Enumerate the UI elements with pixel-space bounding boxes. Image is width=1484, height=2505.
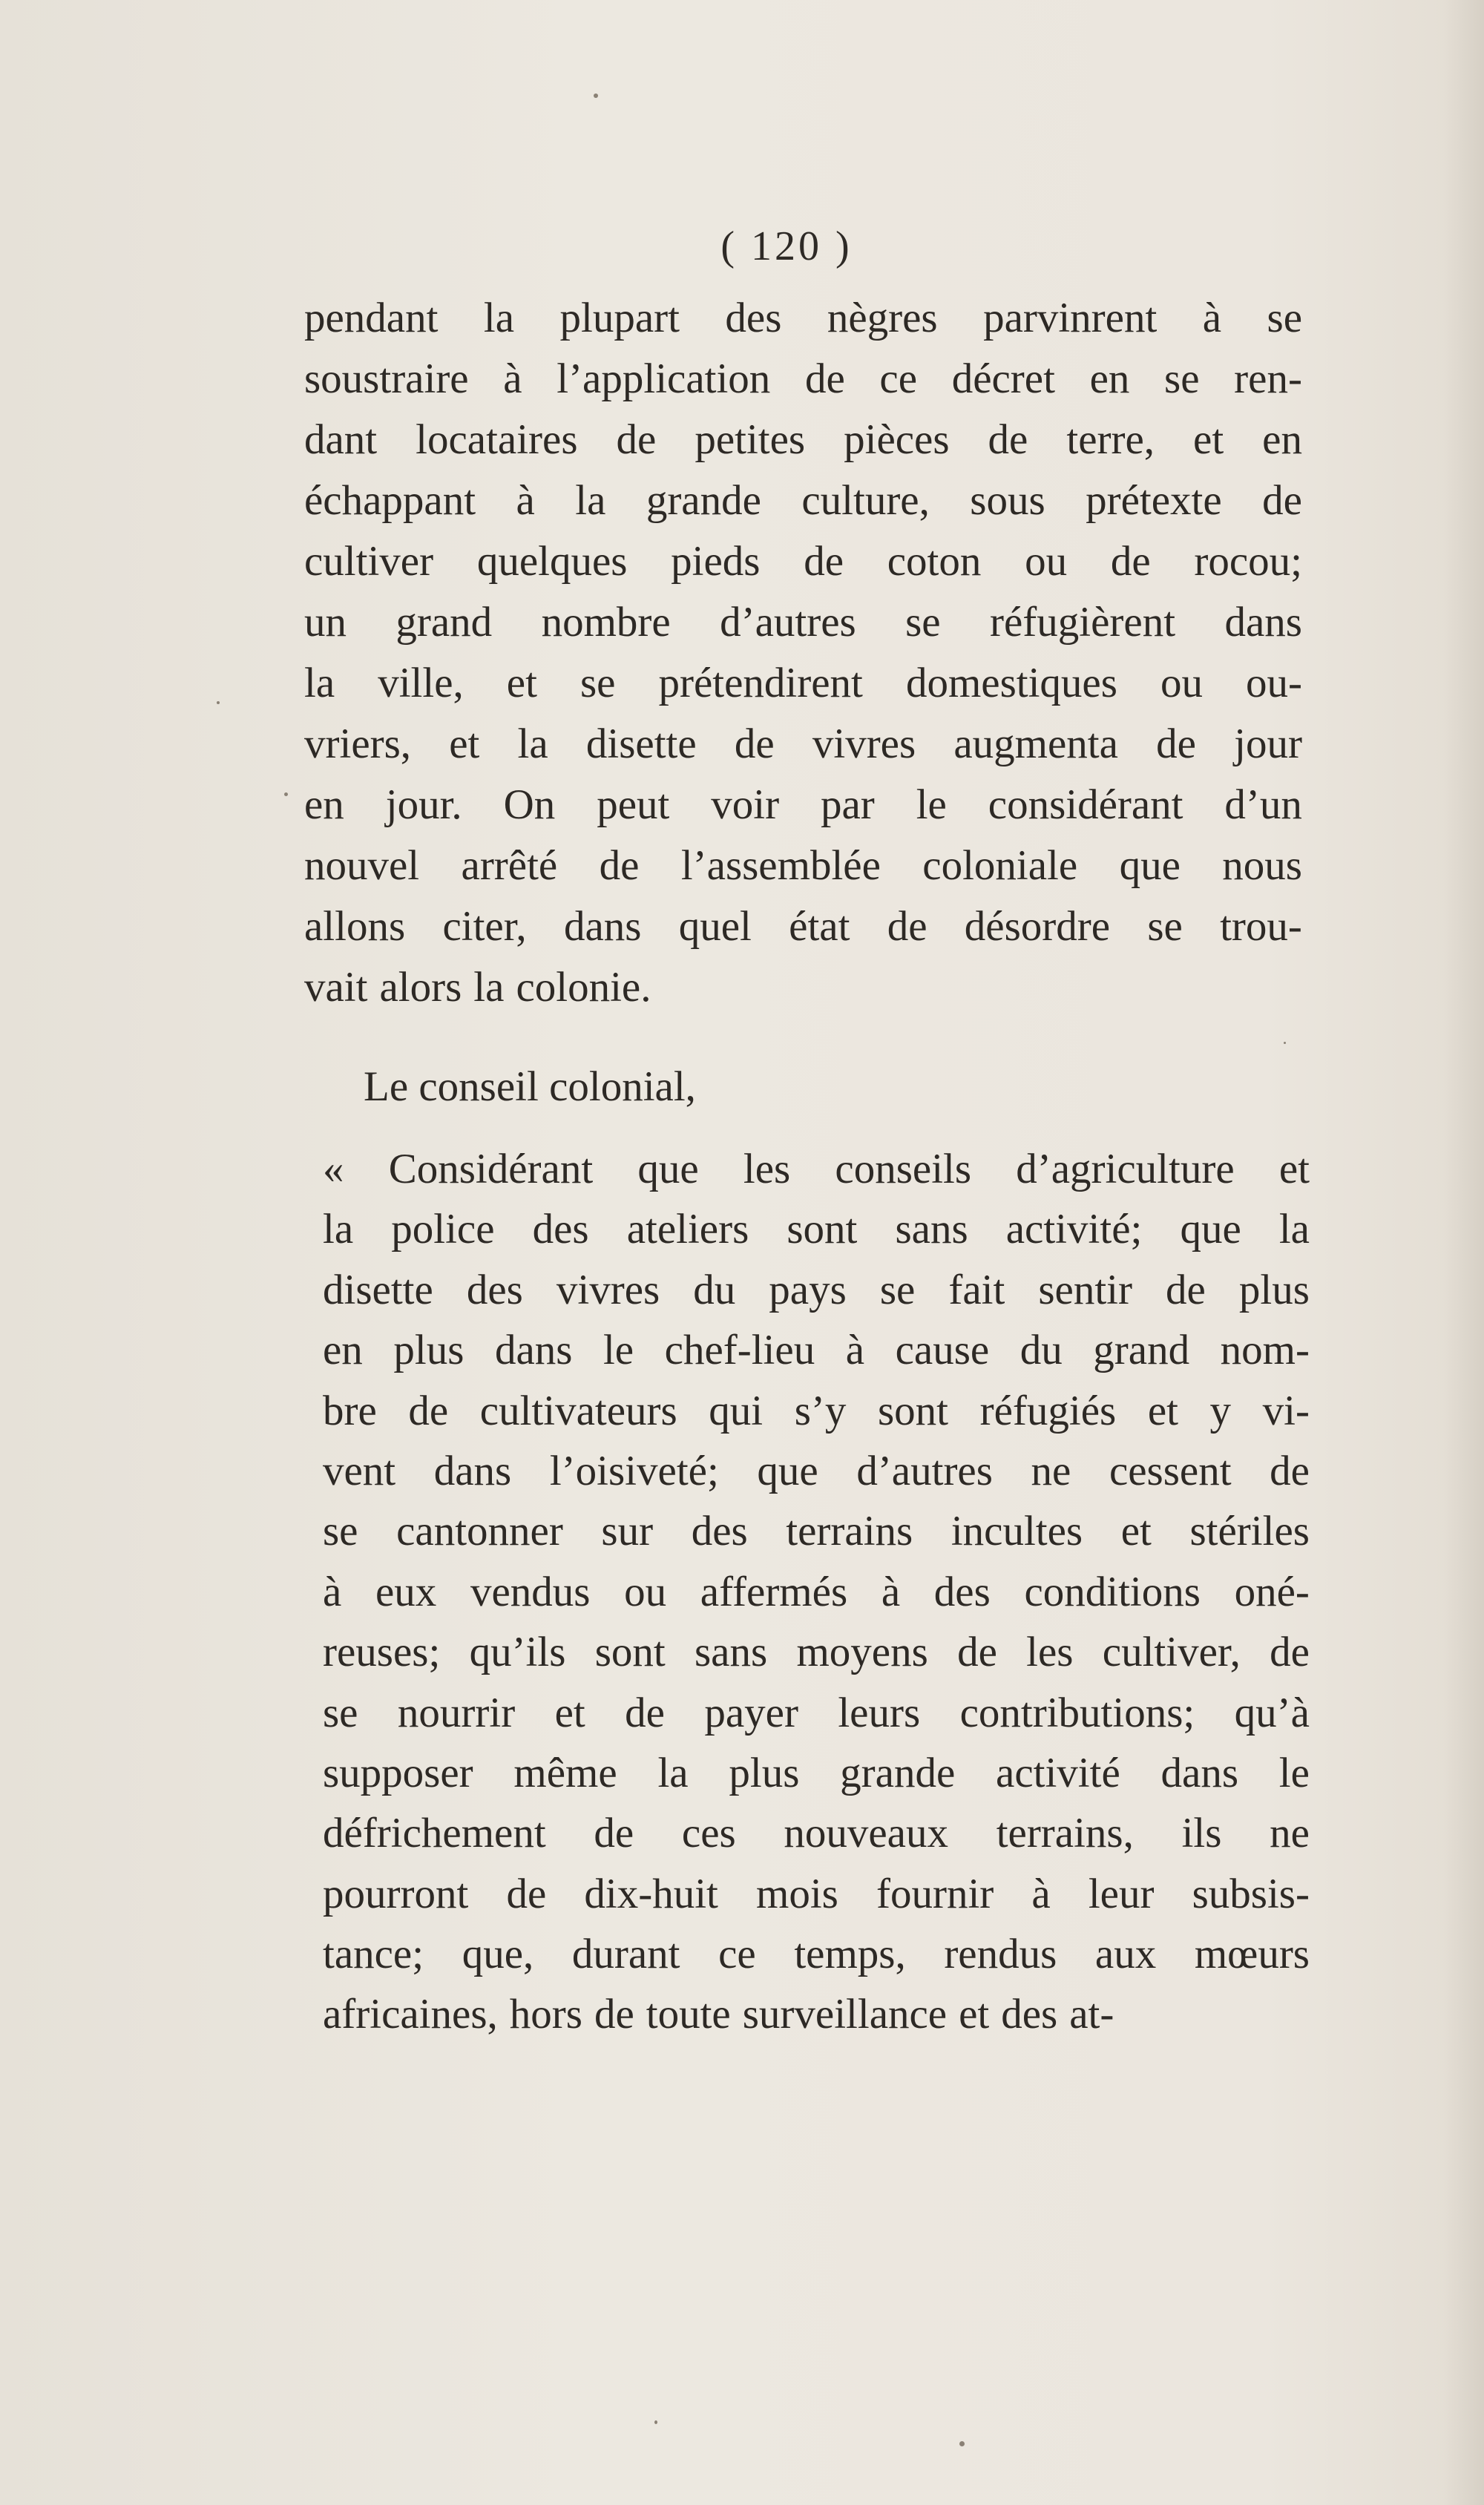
word: pieds (671, 538, 761, 585)
word: police (391, 1206, 495, 1253)
text-line (304, 714, 1302, 775)
word: subsis- (1192, 1870, 1310, 1917)
word: des (532, 1206, 589, 1253)
word: plus (393, 1327, 464, 1374)
word: locataires (416, 416, 578, 463)
word: chef-lieu (664, 1327, 815, 1374)
text-line (304, 288, 1302, 349)
text-line (304, 410, 1302, 470)
word: de (1270, 1447, 1310, 1494)
word: vivres (812, 720, 916, 767)
word: grand (1093, 1327, 1190, 1374)
word: fait (948, 1266, 1005, 1313)
word: le (1278, 1749, 1310, 1796)
word: ce (718, 1931, 756, 1978)
word: ne (1270, 1810, 1310, 1857)
paper-speck (284, 792, 288, 796)
word: cause (895, 1327, 990, 1374)
word: considérant (988, 781, 1183, 828)
word: le (603, 1327, 634, 1374)
text-line (323, 1562, 1310, 1622)
word: dans (494, 1327, 573, 1374)
word: à (845, 1327, 865, 1374)
word: nom- (1220, 1327, 1310, 1374)
word: la (517, 720, 548, 767)
word: ils (1181, 1810, 1222, 1857)
word: dans (563, 903, 642, 950)
text-line (323, 1683, 1310, 1743)
word: la (483, 295, 515, 341)
word: pays (769, 1266, 847, 1313)
word: prétexte (1086, 477, 1222, 524)
word: vi- (1262, 1387, 1310, 1434)
word: activité (996, 1749, 1120, 1796)
word: de (804, 538, 844, 585)
word: de (957, 1629, 997, 1676)
word: trou- (1220, 903, 1302, 950)
paper-speck (594, 93, 598, 98)
word: reuses; (323, 1629, 441, 1676)
page-number: ( 120 ) (720, 223, 853, 269)
word: vivres (556, 1266, 660, 1313)
word: désordre (964, 903, 1111, 950)
word: jour (1234, 720, 1302, 767)
text-line (323, 1260, 1310, 1320)
word: aux (1094, 1931, 1157, 1978)
word: la (473, 964, 505, 1011)
word: toute (646, 1991, 731, 2038)
word: incultes (951, 1508, 1083, 1555)
text-line (323, 1622, 1310, 1682)
word: quel (678, 903, 752, 950)
word: de (625, 1689, 665, 1736)
word: état (789, 903, 850, 950)
word: voir (711, 781, 780, 828)
paragraph-1 (304, 288, 1302, 1018)
word: qu’ils (469, 1629, 566, 1676)
word: surveillance (742, 1991, 948, 2038)
word: moyens (796, 1629, 928, 1676)
word: des (1001, 1991, 1058, 2038)
word: grand (395, 599, 493, 646)
word: prétendirent (658, 660, 863, 706)
word: la (575, 477, 606, 524)
word: vriers, (304, 720, 412, 767)
word: même (513, 1749, 617, 1796)
word: ou (1160, 660, 1203, 706)
text-line (304, 775, 1302, 835)
word: temps, (794, 1931, 906, 1978)
text-line (323, 1924, 1310, 1984)
word: conseils (835, 1146, 972, 1192)
text-line (323, 1139, 1310, 1199)
word: ville, (378, 660, 464, 706)
paragraph-3 (323, 1139, 1310, 2045)
word: des (466, 1266, 523, 1313)
word: échappant (304, 477, 476, 524)
word: plus (1238, 1266, 1310, 1313)
word: se (1147, 903, 1183, 950)
word: mois (756, 1870, 838, 1917)
word: de (594, 1991, 634, 2038)
word: sans (895, 1206, 968, 1253)
word: cantonner (396, 1508, 563, 1555)
word: se (1267, 295, 1302, 341)
word: nègres (827, 295, 938, 341)
word: grande (840, 1749, 956, 1796)
text-line (323, 1984, 1310, 2044)
word: décret (951, 355, 1055, 402)
word: arrêté (461, 842, 558, 889)
word: ou- (1246, 660, 1302, 706)
word: d’autres (856, 1447, 993, 1494)
word: que, (462, 1931, 534, 1978)
word: colonie. (516, 964, 651, 1011)
word: d’agriculture (1016, 1146, 1235, 1192)
word: culture, (801, 477, 930, 524)
word: oné- (1234, 1568, 1310, 1615)
word: et (1120, 1508, 1152, 1555)
word: dans (433, 1447, 512, 1494)
word: des (933, 1568, 991, 1615)
word: de (616, 416, 657, 463)
word: pourront (323, 1870, 469, 1917)
word: l’oisiveté; (549, 1447, 719, 1494)
word: réfugièrent (990, 599, 1176, 646)
word: dix-huit (584, 1870, 718, 1917)
word: réfugiés (979, 1387, 1117, 1434)
text-line (323, 1501, 1310, 1561)
word: Considérant (388, 1146, 594, 1192)
word: ce (879, 355, 918, 402)
word: rendus (944, 1931, 1057, 1978)
text-line (304, 835, 1302, 896)
text-line (323, 1864, 1310, 1924)
word: que (757, 1447, 818, 1494)
word: le (916, 781, 947, 828)
word: disette (585, 720, 697, 767)
word: at- (1069, 1991, 1114, 2038)
word: petites (695, 416, 806, 463)
word: de (594, 1810, 634, 1857)
word: de (1110, 538, 1151, 585)
word: se (1164, 355, 1200, 402)
word: mœurs (1194, 1931, 1310, 1978)
word: l’application (556, 355, 771, 402)
word: citer, (442, 903, 527, 950)
word: à (516, 477, 535, 524)
text-line (323, 1199, 1310, 1259)
word: conditions (1024, 1568, 1201, 1615)
word: la (304, 660, 335, 706)
word: nourrir (397, 1689, 516, 1736)
text-line (304, 653, 1302, 714)
word: se (905, 599, 941, 646)
word: et (506, 660, 537, 706)
word: d’un (1224, 781, 1302, 828)
paragraph-2-text: Le conseil colonial, (364, 1063, 696, 1110)
word: cultiver (304, 538, 434, 585)
word: parvinrent (983, 295, 1158, 341)
word: grande (646, 477, 761, 524)
word: se (879, 1266, 916, 1313)
word: sont (878, 1387, 949, 1434)
word: se (580, 660, 616, 706)
word: stériles (1189, 1508, 1310, 1555)
word: fournir (876, 1870, 994, 1917)
word: de (804, 355, 845, 402)
word: payer (704, 1689, 798, 1736)
word: alors (379, 964, 462, 1011)
word: en (304, 781, 344, 828)
word: que (1180, 1206, 1241, 1253)
word: « (323, 1146, 344, 1192)
word: cultivateurs (479, 1387, 677, 1434)
word: la (657, 1749, 689, 1796)
paper-speck (654, 2420, 657, 2424)
paper-speck (217, 701, 220, 704)
word: la (323, 1206, 354, 1253)
word: domestiques (905, 660, 1117, 706)
word: et (1193, 416, 1224, 463)
text-line (304, 531, 1302, 592)
word: sur (601, 1508, 654, 1555)
word: vent (323, 1447, 396, 1494)
word: terrains (786, 1508, 913, 1555)
word: sous (970, 477, 1045, 524)
word: vendus (470, 1568, 591, 1615)
word: pendant (304, 295, 439, 341)
text-line (304, 957, 1302, 1018)
word: nouveaux (784, 1810, 948, 1857)
word: de (1270, 1629, 1310, 1676)
word: terre, (1066, 416, 1155, 463)
word: ne (1031, 1447, 1071, 1494)
word: dans (1224, 599, 1302, 646)
word: de (408, 1387, 449, 1434)
paper-speck (1284, 1042, 1286, 1044)
word: contributions; (959, 1689, 1195, 1736)
word: un (304, 599, 347, 646)
word: dant (304, 416, 378, 463)
word: coloniale (922, 842, 1078, 889)
word: ces (681, 1810, 736, 1857)
word: que (1119, 842, 1181, 889)
text-line (304, 592, 1302, 653)
word: dans (1160, 1749, 1239, 1796)
text-line (304, 349, 1302, 410)
word: bre (323, 1387, 377, 1434)
word: et (1147, 1387, 1178, 1434)
word: tance; (323, 1931, 424, 1978)
word: s’y (794, 1387, 847, 1434)
word: sont (594, 1629, 666, 1676)
text-line (323, 1381, 1310, 1441)
word: et (449, 720, 480, 767)
word: des (725, 295, 782, 341)
word: allons (304, 903, 406, 950)
word: de (734, 720, 775, 767)
word: l’assemblée (680, 842, 881, 889)
word: activité; (1005, 1206, 1143, 1253)
word: qu’à (1234, 1689, 1310, 1736)
text-line (364, 1057, 1302, 1117)
word: africaines, (323, 1991, 498, 2038)
word: rocou; (1194, 538, 1302, 585)
word: ateliers (626, 1206, 749, 1253)
word: hors (509, 1991, 582, 2038)
word: à (323, 1568, 342, 1615)
word: et (554, 1689, 585, 1736)
text-line (323, 1441, 1310, 1501)
word: coton (887, 538, 982, 585)
word: soustraire (304, 355, 469, 402)
word: nouvel (304, 842, 420, 889)
word: terrains, (996, 1810, 1134, 1857)
word: affermés (700, 1568, 848, 1615)
word: de (988, 416, 1028, 463)
word: disette (323, 1266, 433, 1313)
word: leurs (838, 1689, 921, 1736)
word: à (881, 1568, 901, 1615)
word: cultiver, (1102, 1629, 1241, 1676)
word: défrichement (323, 1810, 546, 1857)
word: de (1156, 720, 1196, 767)
word: en (1262, 416, 1302, 463)
word: ou (1025, 538, 1068, 585)
word: quelques (476, 538, 628, 585)
text-line (323, 1320, 1310, 1380)
word: supposer (323, 1749, 473, 1796)
word: que (637, 1146, 699, 1192)
word: qui (709, 1387, 764, 1434)
word: sans (695, 1629, 768, 1676)
word: sont (787, 1206, 858, 1253)
word: les (1026, 1629, 1074, 1676)
word: durant (571, 1931, 680, 1978)
text-line (323, 1743, 1310, 1803)
paragraph-2 (364, 1057, 1302, 1117)
text-line (323, 1803, 1310, 1863)
word: leur (1088, 1870, 1155, 1917)
word: la (1278, 1206, 1310, 1253)
word: par (821, 781, 875, 828)
word: et (1278, 1146, 1310, 1192)
word: de (887, 903, 928, 950)
word: plupart (559, 295, 680, 341)
word: sentir (1038, 1266, 1132, 1313)
word: ren- (1234, 355, 1302, 402)
word: se (323, 1689, 358, 1736)
word: en (323, 1327, 363, 1374)
word: On (503, 781, 556, 828)
word: à (503, 355, 522, 402)
word: se (323, 1508, 358, 1555)
word: de (1262, 477, 1302, 524)
word: de (506, 1870, 547, 1917)
text-line (304, 470, 1302, 531)
word: nombre (541, 599, 671, 646)
word: du (1020, 1327, 1063, 1374)
word: jour. (385, 781, 462, 828)
word: augmenta (953, 720, 1118, 767)
word: du (693, 1266, 736, 1313)
word: plus (729, 1749, 800, 1796)
paper-speck (959, 2441, 965, 2446)
page-edge-shadow (1443, 0, 1484, 2505)
word: les (743, 1146, 791, 1192)
word: des (691, 1508, 748, 1555)
word: à (1202, 295, 1222, 341)
word: et (959, 1991, 990, 2038)
word: ou (624, 1568, 667, 1615)
word: de (1166, 1266, 1206, 1313)
word: cessent (1109, 1447, 1232, 1494)
word: de (599, 842, 640, 889)
text-line (304, 896, 1302, 957)
word: y (1209, 1387, 1232, 1434)
word: eux (375, 1568, 437, 1615)
word: à (1031, 1870, 1051, 1917)
word: pièces (844, 416, 950, 463)
word: vait (304, 964, 368, 1011)
word: peut (597, 781, 670, 828)
word: nous (1222, 842, 1302, 889)
word: en (1089, 355, 1130, 402)
word: d’autres (720, 599, 856, 646)
